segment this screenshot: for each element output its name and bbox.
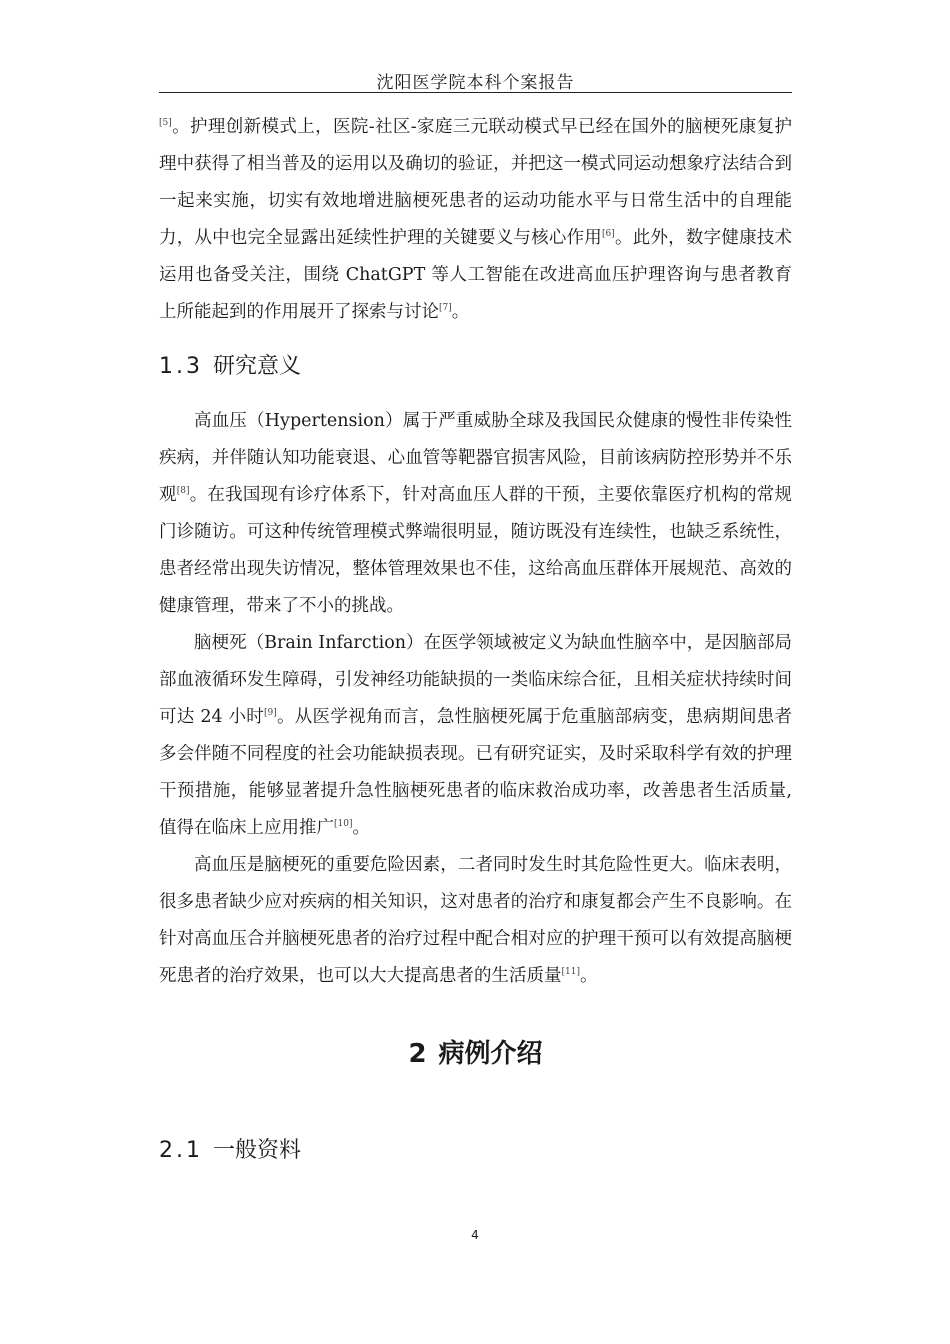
paragraph-text: 高血压是脑梗死的重要危险因素，二者同时发生时其危险性更大。临床表明，很多患者缺少应对疾病的相关知识，这对患者的治疗和康复都会产生不良影响。在针对高血压合并脑梗死患者的治疗过程中配合相对应的护理干预可以有效提高脑梗死患者的治疗效果，也可以大大提高患者的生活质量 [159,855,792,986]
chapter-title: 病例介绍 [438,1039,543,1069]
paragraph-text: 高血压（Hypertension）属于严重威胁全球及我国民众健康的慢性非传染性疾病，并伴随认知功能衰退、心血管等靶器官损害风险，目前该病防控形势并不乐观 [159,411,792,505]
citation-6: [6] [602,229,615,239]
header-rule [159,92,792,93]
paragraph-hypertension [159,403,792,625]
paragraph-text: 。此外，数字健康技术运用也备受关注，围绕 ChatGPT 等人工智能在改进高血压护理咨询与患者教育上所能起到的作用展开了探索与讨论 [159,228,793,322]
paragraph-intro-continued [159,109,792,331]
citation-5: [5] [159,118,172,128]
paragraph-text: 。 [352,818,370,838]
section-heading-1-3 [159,331,792,403]
citation-9: [9] [264,708,277,718]
page-number: 4 [471,1228,479,1242]
section-number: 2.1 [159,1138,203,1163]
section-heading-2-1 [159,1115,792,1187]
section-title: 研究意义 [213,354,302,379]
paragraph-text: 。护理创新模式上，医院-社区-家庭三元联动模式早已经在国外的脑梗死康复护理中获得了相当普及的运用以及确切的验证，并把这一模式同运动想象疗法结合到一起来实施，切实有效地增进脑梗死患者的运动功能水平与日常生活中的自理能力，从中也完全显露出延续性护理的关键要义与核心作用 [159,117,792,248]
page-body [159,109,792,1187]
running-header: 沈阳医学院本科个案报告 [376,73,575,93]
paragraph-brain-infarction [159,625,792,847]
paragraph-text: 。 [579,966,598,986]
citation-11: [11] [561,967,580,977]
citation-8: [8] [176,486,190,496]
section-number: 1.3 [159,354,203,379]
citation-7: [7] [439,303,452,313]
chapter-number: 2 [408,1039,427,1069]
section-title: 一般资料 [213,1138,302,1163]
citation-10: [10] [334,819,353,829]
chapter-heading-2 [159,995,792,1115]
paragraph-risk-factor [159,847,792,995]
paragraph-text: 脑梗死（Brain Infarction）在医学领域被定义为缺血性脑卒中，是因脑部局部血液循环发生障碍，引发神经功能缺损的一类临床综合征，且相关症状持续时间可达 24 小时 [159,633,792,727]
paragraph-text: 。从医学视角而言，急性脑梗死属于危重脑部病变，患病期间患者多会伴随不同程度的社会功能缺损表现。已有研究证实，及时采取科学有效的护理干预措施，能够显著提升急性脑梗死患者的临床救治成功率，改善患者生活质量,值得在临床上应用推广 [159,707,792,838]
paragraph-text: 。 [451,302,470,322]
paragraph-text: 。在我国现有诊疗体系下，针对高血压人群的干预，主要依靠医疗机构的常规门诊随访。可这种传统管理模式弊端很明显，随访既没有连续性，也缺乏系统性，患者经常出现失访情况，整体管理效果也不佳，这给高血压群体开展规范、高效的健康管理，带来了不小的挑战。 [159,485,793,616]
